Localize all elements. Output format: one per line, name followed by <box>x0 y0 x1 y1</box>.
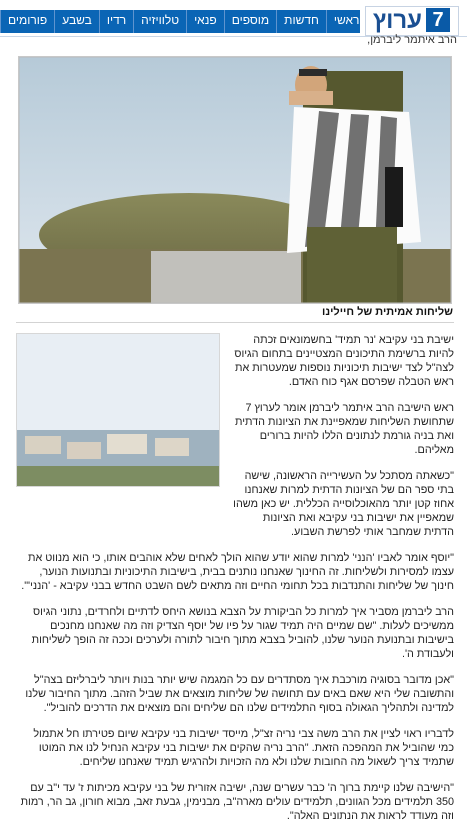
nav-radio[interactable]: רדיו <box>99 10 133 33</box>
article-top-caption: הרב איתמר ליברמן, <box>367 34 457 46</box>
site-logo[interactable] <box>365 6 459 36</box>
nav-besheva[interactable]: בשבע <box>54 10 99 33</box>
paragraph-2: ראש הישיבה הרב איתמר ליברמן אומר לערוץ 7 שתחושת השליחות שמאפיינת את הציונות הדתית ואת בניה גורמת לנתונים הללו להיות ברורים מאליהם. <box>235 402 454 456</box>
nav-home[interactable]: ראשי <box>326 10 367 33</box>
paragraph-1: ישיבת בני עקיבא 'נר תמיד' בחשמונאים זכתה להיות ברשימת התיכונים המצטיינים בתחום הגיוס לצה"ל לצד ישיבות תיכוניות נוספות שמעטרות את ראש הטבלה שפרסם אגף כוח האדם. <box>234 334 454 388</box>
article-body <box>16 333 454 835</box>
nav-supplements[interactable]: מוספים <box>224 10 276 33</box>
nav-tv[interactable]: טלוויזיה <box>133 10 186 33</box>
logo-text: ערוץ <box>372 7 422 34</box>
logo-number: 7 <box>426 8 450 32</box>
article-photo <box>18 56 452 304</box>
paragraph-4: "יוסף אומר לאביו 'הנני' למרות שהוא יודע שהוא הולך לאחים שלא אוהבים אותו, כי הוא מנווט את עצמו למסירות ולשליחות. זה החינוך שאנחנו נותנים בבית, בישיבות התיכוניות ובתנועות הנוער, חינוך של שליחות והתנדבות בכל תחומי החיים וזה מתאים לשם השבט החדש בבני עקיבא - 'הנני'". <box>21 552 454 592</box>
paragraph-5: הרב ליברמן מסביר איך למרות כל הביקורת על הצבא בנושא היחס לדתיים ולחרדים, נתוני הגיוס ממשיכים לעלות. "שם שמיים היה תמיד שגור על פיו של יוסף הצדיק וזה מה שאנחנו מחנכים בישיבות ובתנועת הנוער שלנו, להוביל בצבא מתוך חיבור לתורה ולערכים וככה זה הופך לשליחות ולעבודת ה'. <box>31 606 454 660</box>
paragraph-6: "אכן מדובר בסוגיה מורכבת איך מסתדרים עם כל המגמה שיש יותר בנות ויותר ליברליזם בצה"ל והתשובה שלי היא שאם באים עם תחושה של שליחות מוצאים את שביל הזהב. מתוך החיבור שלנו למדינה ולתהליך הגאולה בסוף התלמידים שלנו הם שליחים והם מוצאים את הדרכים להוביל". <box>25 674 454 714</box>
paragraph-8: "הישיבה שלנו קיימת ברוך ה' כבר עשרים שנה, ישיבה אזורית של בני עקיבא מכיתות ז' עד י"ב עם 350 תלמידים מכל הגוונים, תלמידים עולים מארה"ב, מבנימין, גבעת זאב, מבוא חורון, גב הר, רמות וזה מעודד לראות את הנתונים האלה". <box>20 782 454 822</box>
site-header <box>0 0 467 37</box>
main-navigation <box>0 10 360 33</box>
soldier-photo <box>19 57 451 303</box>
paragraph-3: "כשאתה מסתכל על העשירייה הראשונה, שישה בתי ספר הם של הציונות הדתית למרות שאנחנו אחוז קטן יותר מהאוכלוסייה הכללית. יש כאן משהו שמאפיין את ישיבות בני עקיבא ואת הציונות הדתית שמחבר אותי לפרשת השבוע. <box>233 470 454 538</box>
photo-caption: שליחות אמיתית של חיילינו <box>322 306 453 318</box>
divider <box>16 322 454 323</box>
paragraph-7: לדבריו ראוי לציין את הרב משה צבי נריה זצ"ל, מייסד ישיבות בני עקיבא שיום פטירתו חל אתמול כמי שהוביל את המהפכה הזאת. "הרב נריה שהקים את ישיבות בני עקיבא הנחיל לנו את המוטו שתמיד צריך לשאול מה החובות שלנו ולא מה הזכויות ולהרגיש תמיד שאנחנו שליחים. <box>33 728 454 768</box>
nav-news[interactable]: חדשות <box>276 10 326 33</box>
nav-leisure[interactable]: פנאי <box>186 10 224 33</box>
nav-forums[interactable]: פורומים <box>0 10 54 33</box>
